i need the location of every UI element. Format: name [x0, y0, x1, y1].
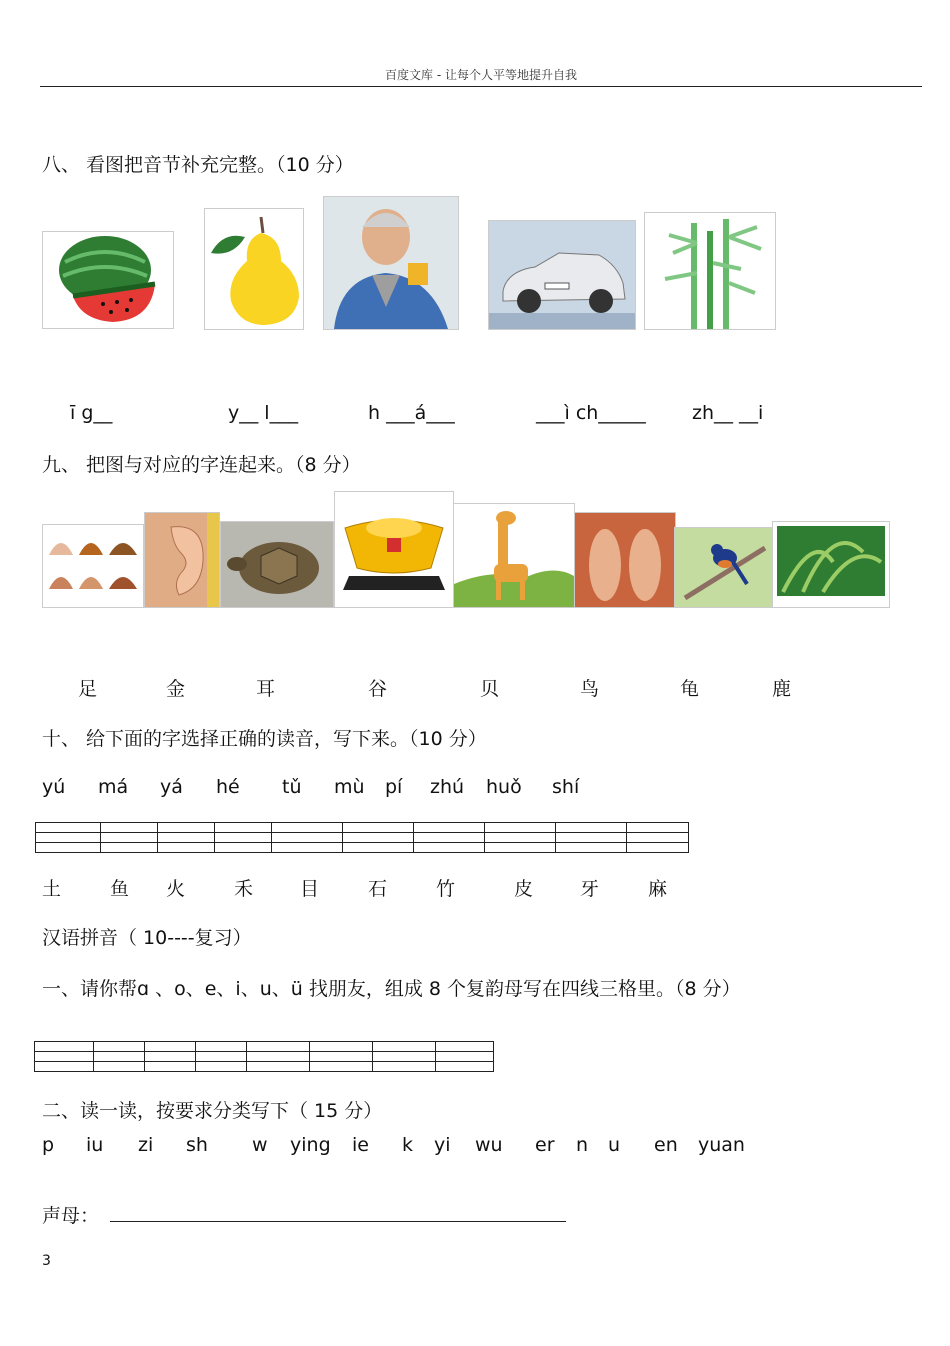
- s2-item-9: yi: [434, 1134, 451, 1156]
- s2-item-5: w: [252, 1134, 268, 1156]
- q10-pinyin-6: mù: [334, 776, 365, 798]
- q10-char-9: 牙: [580, 878, 600, 900]
- q10-char-6: 石: [368, 878, 388, 900]
- q10-pinyin-2: má: [98, 776, 129, 798]
- s2-item-7: ie: [352, 1134, 369, 1156]
- turtle-picture: [220, 521, 334, 608]
- q10-char-7: 竹: [436, 878, 456, 900]
- q8-title: 八、 看图把音节补充完整。（10 分）: [42, 154, 354, 176]
- q10-char-8: 皮: [514, 878, 534, 900]
- s1-title: 一、请你帮ɑ 、o、e、i、u、ü 找朋友，组成 8 个复韵母写在四线三格里。（8 分）: [42, 978, 741, 1000]
- shengmu-answer-line[interactable]: [110, 1221, 566, 1222]
- feet-picture: [574, 512, 676, 608]
- q10-char-4: 禾: [234, 878, 254, 900]
- q8-syllable-4: ___ì ch_____: [536, 402, 646, 424]
- s2-item-4: sh: [186, 1134, 208, 1156]
- q10-pinyin-8: zhú: [430, 776, 465, 798]
- q8-syllable-1: ī g__: [70, 402, 113, 424]
- page-number: 3: [42, 1253, 51, 1269]
- q8-syllable-2: y__ l___: [228, 402, 299, 424]
- q9-title: 九、 把图与对应的字连起来。（8 分）: [42, 454, 361, 476]
- giraffe-picture: [453, 503, 575, 608]
- q8-syllable-3: h ___á___: [368, 402, 455, 424]
- q10-char-10: 麻: [648, 878, 668, 900]
- q10-pinyin-10: shí: [552, 776, 580, 798]
- shengmu-label: 声母：: [42, 1205, 100, 1227]
- s2-title: 二、读一读，按要求分类写下（ 15 分）: [42, 1100, 383, 1122]
- s2-item-11: er: [535, 1134, 555, 1156]
- q10-char-1: 土: [42, 878, 62, 900]
- q10-char-2: 鱼: [110, 878, 130, 900]
- s2-item-12: n: [576, 1134, 589, 1156]
- section-title: 汉语拼音（ 10----复习）: [42, 927, 252, 949]
- q9-char-5: 贝: [480, 678, 500, 700]
- s2-item-6: ying: [290, 1134, 331, 1156]
- q10-title: 十、 给下面的字选择正确的读音，写下来。（10 分）: [42, 728, 487, 750]
- q9-char-8: 鹿: [772, 678, 792, 700]
- q9-char-6: 鸟: [580, 678, 600, 700]
- header-divider: [40, 86, 922, 87]
- q10-pinyin-1: yú: [42, 776, 66, 798]
- pear-picture: [204, 208, 304, 330]
- q10-pinyin-3: yá: [160, 776, 183, 798]
- s2-item-13: u: [608, 1134, 621, 1156]
- watermelon-picture: [42, 231, 174, 329]
- q10-pinyin-5: tǔ: [282, 776, 302, 798]
- page-header: 百度文库 - 让每个人平等地提升自我: [385, 68, 577, 82]
- bird-picture: [674, 527, 774, 608]
- s2-item-3: zi: [138, 1134, 154, 1156]
- s2-item-14: en: [654, 1134, 678, 1156]
- q9-char-3: 耳: [256, 678, 276, 700]
- q9-char-4: 谷: [368, 678, 388, 700]
- q10-pinyin-4: hé: [216, 776, 240, 798]
- s1-writing-grid[interactable]: [34, 1041, 494, 1072]
- q10-char-3: 火: [166, 878, 186, 900]
- s2-item-10: wu: [475, 1134, 503, 1156]
- q10-pinyin-9: huǒ: [486, 776, 522, 798]
- q10-writing-grid[interactable]: [35, 822, 689, 853]
- q9-char-7: 龟: [680, 678, 700, 700]
- grandpa-picture: [323, 196, 459, 330]
- q9-char-2: 金: [166, 678, 186, 700]
- q9-char-1: 足: [78, 678, 98, 700]
- q8-syllable-5: zh__ __i: [692, 402, 764, 424]
- q10-pinyin-7: pí: [385, 776, 403, 798]
- q10-char-5: 目: [300, 878, 320, 900]
- bamboo-picture: [644, 212, 776, 330]
- ear-picture: [144, 512, 220, 608]
- s2-item-8: k: [402, 1134, 414, 1156]
- s2-item-15: yuan: [698, 1134, 745, 1156]
- gold-ingot-picture: [334, 491, 454, 608]
- car-picture: [488, 220, 636, 330]
- s2-item-1: p: [42, 1134, 55, 1156]
- s2-item-2: iu: [86, 1134, 104, 1156]
- millet-picture: [772, 521, 890, 608]
- shells-picture: [42, 524, 144, 608]
